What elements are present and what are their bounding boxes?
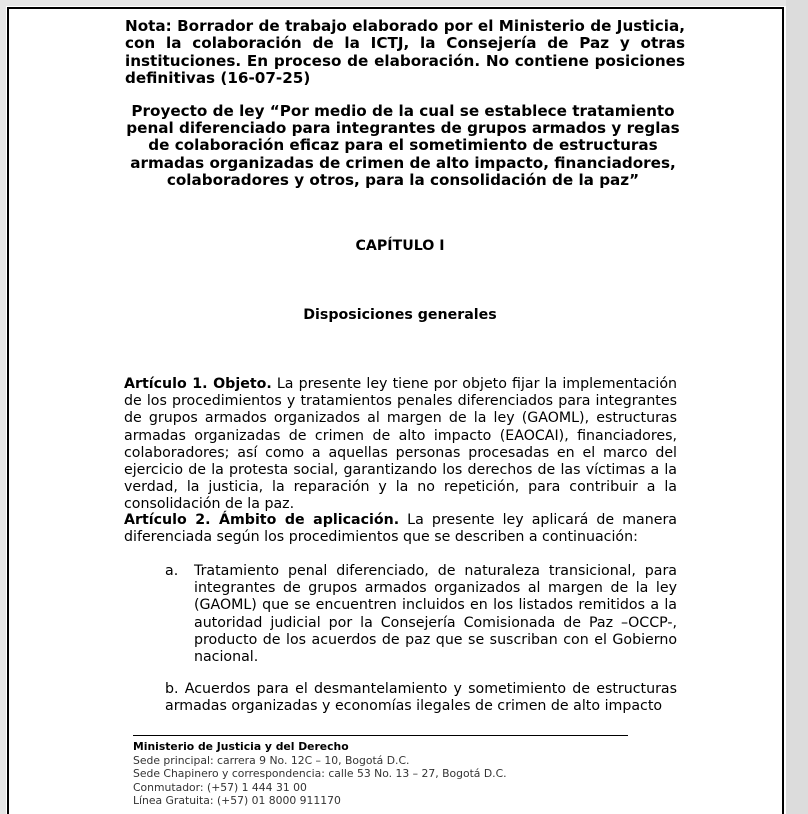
article-2-text: La presente ley aplicará de manera diferenciada según los procedimientos que se describen a continuación: [124,512,677,546]
viewer-background-top [0,0,808,6]
page-footer [133,740,673,808]
list-item-a [165,563,677,666]
viewer-background-left [0,0,6,814]
article-2-heading: Artículo 2. Ámbito de aplicación. [124,512,400,528]
list-item-b [165,681,677,715]
list-item-b-text: Acuerdos para el desmantelamiento y sometimiento de estructuras armadas organizadas y economías ilegales de crimen de alto impacto [165,681,678,715]
footer-phone: Conmutador: (+57) 1 444 31 00 [133,780,307,794]
article-1 [124,376,677,514]
footer-divider [133,735,628,736]
article-1-text: La presente ley tiene por objeto fijar la implementación de los procedimientos y tratamientos penales diferenciados para integrantes de grupos armados organizados al margen de la ley (GAOML), estructuras armadas organizadas de crimen de alto impacto (EAOCAI), financiadores, colaboradores; así como a aquellas personas procesadas en el marco del ejercicio de la protesta social, garantizando los derechos de las víctimas a la verdad, la justicia, la reparación y la no repetición, para contribuir a la consolidación de la paz. [124,376,677,513]
draft-note: Nota: Borrador de trabajo elaborado por el Ministerio de Justicia, con la colaboración de la ICTJ, la Consejería de Paz y otras instituciones. En proceso de elaboración. No contiene posiciones definitivas (16-07-25) [125,17,685,88]
footer-address-chapinero: Sede Chapinero y correspondencia: calle 53 No. 13 – 27, Bogotá D.C. [133,767,507,781]
section-heading: Disposiciones generales [303,307,497,323]
article-2 [124,512,677,546]
article-1-heading: Artículo 1. Objeto. [124,376,272,392]
list-item-a-marker: a. [165,563,179,579]
list-item-a-text: Tratamiento penal diferenciado, de naturaleza transicional, para integrantes de grupos armados organizados al margen de la ley (GAOML) que se encuentren incluidos en los listados remitidos a la autoridad judicial por la Consejería Comisionada de Paz –OCCP-, producto de los acuerdos de paz que se suscriban con el Gobierno nacional. [194,563,677,666]
footer-address-main: Sede principal: carrera 9 No. 12C – 10, Bogotá D.C. [133,753,410,767]
list-item-b-marker: b. [165,681,179,697]
footer-toll-free: Línea Gratuita: (+57) 01 8000 911170 [133,794,341,808]
bill-title: Proyecto de ley “Por medio de la cual se establece tratamiento penal diferenciado para integrantes de grupos armados y reglas de colaboración eficaz para el sometimiento de estructuras armadas organizadas de crimen de alto impacto, financiadores, colaboradores y otros, para la consolidación de la paz” [126,102,680,189]
viewer-background-right [786,0,808,814]
chapter-heading: CAPÍTULO I [355,238,445,254]
footer-ministry: Ministerio de Justicia y del Derecho [133,740,349,753]
